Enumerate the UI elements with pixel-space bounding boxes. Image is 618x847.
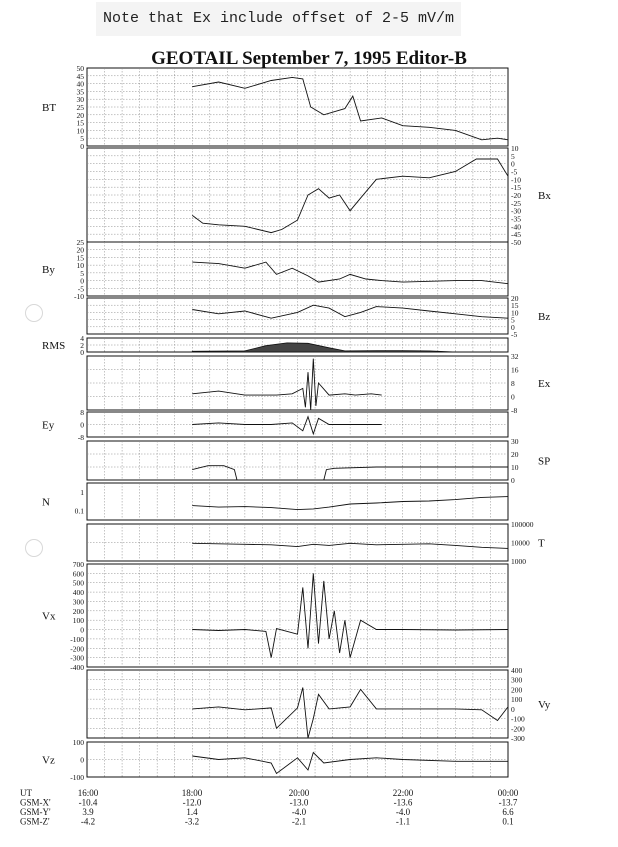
y-tick-label: 8 bbox=[80, 408, 84, 417]
panel-ey bbox=[87, 412, 508, 437]
panel-label: Ey bbox=[42, 419, 55, 432]
chart-title: GEOTAIL September 7, 1995 Editor-B bbox=[151, 48, 467, 69]
y-tick-label: -8 bbox=[511, 406, 518, 415]
y-tick-label: 20 bbox=[76, 245, 84, 255]
axis-row-value: -12.0 bbox=[182, 797, 202, 808]
y-tick-label: -200 bbox=[511, 724, 525, 734]
axis-row-value: 6.6 bbox=[502, 807, 514, 817]
y-tick-label: 8 bbox=[511, 379, 515, 388]
y-tick-label: 30 bbox=[76, 95, 84, 105]
y-tick-label: -50 bbox=[511, 238, 521, 247]
y-tick-label: -5 bbox=[77, 284, 84, 294]
axis-row-label: GSM-X' bbox=[20, 797, 51, 808]
y-tick-label: 100 bbox=[72, 738, 84, 747]
axis-row-value: -1.1 bbox=[395, 816, 411, 827]
y-tick-label: 35 bbox=[76, 87, 84, 97]
panel-label: SP bbox=[538, 455, 551, 468]
y-tick-label: 10000 bbox=[511, 538, 530, 548]
y-tick-label: 15 bbox=[511, 301, 519, 311]
y-tick-label: -5 bbox=[511, 330, 518, 339]
y-tick-label: -10 bbox=[511, 175, 521, 185]
y-tick-label: 5 bbox=[511, 151, 515, 161]
note-banner: Note that Ex include offset of 2-5 mV/m bbox=[96, 2, 461, 36]
y-tick-label: 300 bbox=[72, 597, 84, 607]
y-tick-label: 1000 bbox=[511, 557, 526, 566]
panel-ex bbox=[87, 356, 508, 410]
axis-row-label: GSM-Y' bbox=[20, 807, 51, 817]
panel-vz bbox=[87, 742, 508, 777]
y-tick-label: 0 bbox=[511, 159, 515, 169]
panel-label: Vz bbox=[42, 754, 55, 767]
y-tick-label: 10 bbox=[76, 261, 84, 271]
panel-label: Vx bbox=[42, 610, 56, 623]
y-tick-label: 10 bbox=[511, 308, 519, 318]
y-tick-label: 0 bbox=[511, 322, 515, 332]
y-tick-label: 16 bbox=[511, 365, 519, 375]
y-tick-label: 200 bbox=[511, 685, 523, 695]
y-tick-label: 2 bbox=[80, 341, 84, 350]
axis-row-label: UT bbox=[20, 788, 32, 798]
axis-row-value: 22:00 bbox=[392, 788, 414, 798]
panel-label: By bbox=[42, 264, 55, 276]
y-tick-label: 45 bbox=[76, 71, 84, 81]
y-tick-label: -40 bbox=[511, 222, 521, 232]
y-tick-label: -200 bbox=[70, 644, 84, 654]
y-tick-label: 100 bbox=[511, 695, 523, 705]
y-tick-label: -5 bbox=[511, 167, 518, 177]
y-tick-label: 100000 bbox=[511, 520, 534, 529]
panel-bx bbox=[87, 148, 508, 242]
panel-label: T bbox=[538, 537, 545, 550]
y-tick-label: 20 bbox=[511, 450, 519, 459]
y-tick-label: -25 bbox=[511, 198, 521, 208]
axis-row-value: -13.7 bbox=[498, 797, 518, 808]
y-tick-label: 400 bbox=[72, 588, 84, 598]
panel-label: Vy bbox=[538, 699, 551, 711]
y-tick-label: -20 bbox=[511, 191, 521, 200]
y-tick-label: 200 bbox=[72, 606, 84, 616]
panel-label: RMS bbox=[42, 340, 66, 352]
y-tick-label: 5 bbox=[80, 268, 84, 278]
axis-row-value: -4.0 bbox=[395, 807, 411, 817]
y-tick-label: 10 bbox=[511, 144, 519, 153]
y-tick-label: 0 bbox=[511, 392, 515, 402]
y-tick-label: 400 bbox=[511, 666, 523, 675]
panel-bt bbox=[87, 68, 508, 146]
axis-row-label: GSM-Z' bbox=[20, 816, 50, 827]
y-tick-label: -100 bbox=[70, 773, 84, 782]
panel-label: Bx bbox=[538, 190, 551, 202]
y-tick-label: 300 bbox=[511, 675, 523, 685]
panel-n bbox=[87, 483, 508, 520]
y-tick-label: 0.1 bbox=[74, 506, 84, 516]
y-tick-label: 15 bbox=[76, 253, 84, 263]
y-tick-label: 5 bbox=[511, 315, 515, 325]
y-tick-label: 25 bbox=[76, 103, 84, 112]
axis-row-value: 18:00 bbox=[181, 788, 203, 798]
axis-row-value: 16:00 bbox=[77, 788, 99, 798]
axis-row-value: 00:00 bbox=[497, 788, 519, 798]
y-tick-label: -15 bbox=[511, 183, 521, 193]
axis-row-value: -10.4 bbox=[78, 797, 98, 808]
series-line-ex bbox=[192, 359, 381, 410]
y-tick-label: -8 bbox=[77, 433, 84, 442]
y-tick-label: 700 bbox=[72, 560, 84, 569]
y-tick-label: 500 bbox=[72, 578, 84, 588]
y-tick-label: 0 bbox=[80, 348, 84, 357]
y-tick-label: 100 bbox=[72, 616, 84, 626]
panel-by bbox=[87, 242, 508, 296]
y-tick-label: -100 bbox=[511, 714, 525, 724]
panel-rms bbox=[87, 338, 508, 352]
panel-label: BT bbox=[42, 102, 57, 114]
y-tick-label: 15 bbox=[76, 118, 84, 128]
y-tick-label: -400 bbox=[70, 663, 84, 672]
y-tick-label: 10 bbox=[511, 463, 519, 472]
y-tick-label: 20 bbox=[511, 294, 519, 303]
y-tick-label: -45 bbox=[511, 230, 521, 240]
axis-row-value: 0.1 bbox=[502, 816, 514, 827]
y-tick-label: 0 bbox=[80, 142, 84, 151]
y-tick-label: 30 bbox=[511, 437, 519, 446]
panel-bz bbox=[87, 298, 508, 334]
y-tick-label: -100 bbox=[70, 634, 84, 644]
series-line-ey bbox=[192, 417, 381, 434]
panel-vy bbox=[87, 670, 508, 738]
y-tick-label: 25 bbox=[76, 238, 84, 247]
y-tick-label: 40 bbox=[76, 79, 84, 89]
axis-row-value: -13.0 bbox=[289, 797, 309, 808]
y-tick-label: 50 bbox=[76, 64, 84, 73]
y-tick-label: -300 bbox=[511, 734, 525, 743]
panel-vx bbox=[87, 564, 508, 667]
axis-row-value: 1.4 bbox=[186, 807, 198, 817]
axis-row-value: -2.1 bbox=[291, 816, 307, 827]
axis-row-value: 3.9 bbox=[82, 807, 94, 817]
y-tick-label: -30 bbox=[511, 206, 521, 216]
panel-t bbox=[87, 524, 508, 561]
y-tick-label: 600 bbox=[72, 569, 84, 579]
y-tick-label: -35 bbox=[511, 214, 521, 224]
y-tick-label: 4 bbox=[80, 334, 84, 343]
axis-row-value: -13.6 bbox=[393, 797, 413, 808]
panel-label: Bz bbox=[538, 311, 551, 323]
y-tick-label: 0 bbox=[511, 704, 515, 714]
y-tick-label: 0 bbox=[80, 276, 84, 286]
y-tick-label: 10 bbox=[76, 126, 84, 136]
axis-row-value: 20:00 bbox=[288, 788, 310, 798]
panel-sp bbox=[87, 441, 508, 480]
axis-row-value: -4.0 bbox=[291, 807, 307, 817]
y-tick-label: 1 bbox=[80, 487, 84, 497]
panel-label: Ex bbox=[538, 378, 551, 390]
y-tick-label: 32 bbox=[511, 352, 519, 361]
axis-row-value: -3.2 bbox=[184, 816, 200, 827]
series-area-rms bbox=[192, 343, 455, 352]
y-tick-label: -300 bbox=[70, 653, 84, 663]
y-tick-label: 5 bbox=[80, 134, 84, 144]
axis-row-value: -4.2 bbox=[80, 816, 96, 827]
y-tick-label: 0 bbox=[80, 420, 84, 430]
panel-label: N bbox=[42, 496, 50, 509]
y-tick-label: 0 bbox=[80, 625, 84, 635]
y-tick-label: 20 bbox=[76, 110, 84, 120]
y-tick-label: -10 bbox=[74, 292, 84, 301]
y-tick-label: 0 bbox=[511, 476, 515, 485]
y-tick-label: 0 bbox=[80, 755, 84, 765]
